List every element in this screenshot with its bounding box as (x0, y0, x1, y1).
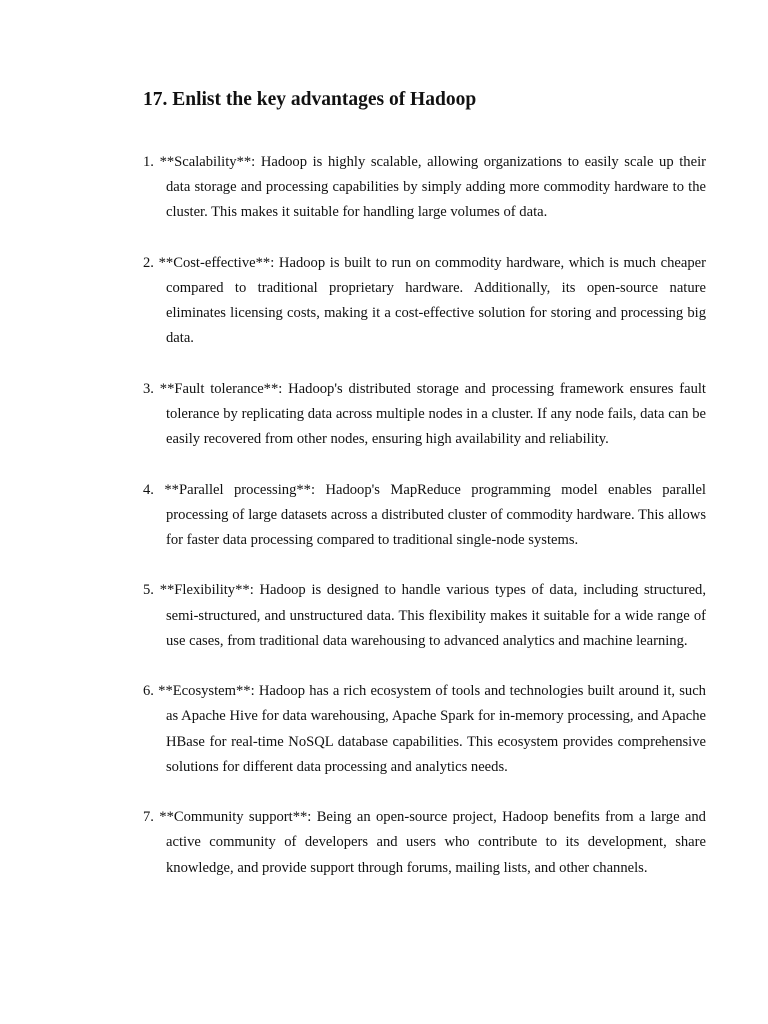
item-number: 5. (143, 582, 154, 599)
item-number: 1. (143, 154, 154, 170)
item-text: **Fault tolerance**: Hadoop's distributed storage and processing framework ensures fault tolerance by replicating data across multiple nodes in a cluster. If any node fails, data can be easily recovered from other nodes, ensuring high availability and reliability. (159, 380, 706, 448)
item-text: **Parallel processing**: Hadoop's MapReduce programming model enables parallel processing of large datasets across a distributed cluster of commodity hardware. This allows for faster data processing compared to traditional single-node systems. (164, 481, 706, 548)
list-item (143, 150, 706, 226)
item-text: **Ecosystem**: Hadoop has a rich ecosystem of tools and technologies built around it, such as Apache Hive for data warehousing, Apache Spark for in-memory processing, and Apache HBase for real-time NoSQL database capabilities. This ecosystem provides comprehensive solutions for different data processing and analytics needs. (158, 683, 706, 775)
item-number: 3. (143, 380, 154, 397)
item-text: **Flexibility**: Hadoop is designed to handle various types of data, including structured, semi-structured, and unstructured data. This flexibility makes it suitable for a wide range of use cases, from traditional data warehousing to advanced analytics and machine learning. (159, 582, 706, 649)
item-text: **Scalability**: Hadoop is highly scalable, allowing organizations to easily scale up their data storage and processing capabilities by simply adding more commodity hardware to the cluster. This makes it suitable for handling large volumes of data. (159, 154, 706, 221)
list-item (143, 478, 706, 554)
list-item (143, 679, 706, 780)
list-item (143, 377, 706, 453)
advantages-list (143, 150, 706, 906)
page-title: 17. Enlist the key advantages of Hadoop (143, 89, 477, 110)
list-item (143, 805, 706, 881)
list-item (143, 251, 706, 352)
item-text: **Community support**: Being an open-source project, Hadoop benefits from a large and active community of developers and users who contribute to its development, share knowledge, and provide support through forums, mailing lists, and other channels. (159, 809, 706, 876)
item-number: 7. (143, 809, 154, 826)
item-number: 6. (143, 683, 154, 700)
list-item (143, 578, 706, 654)
item-text: **Cost-effective**: Hadoop is built to run on commodity hardware, which is much cheaper compared to traditional proprietary hardware. Additionally, its open-source nature eliminates licensing costs, making it a cost-effective solution for storing and processing big data. (158, 254, 706, 347)
item-number: 4. (143, 481, 154, 498)
item-number: 2. (143, 254, 154, 271)
